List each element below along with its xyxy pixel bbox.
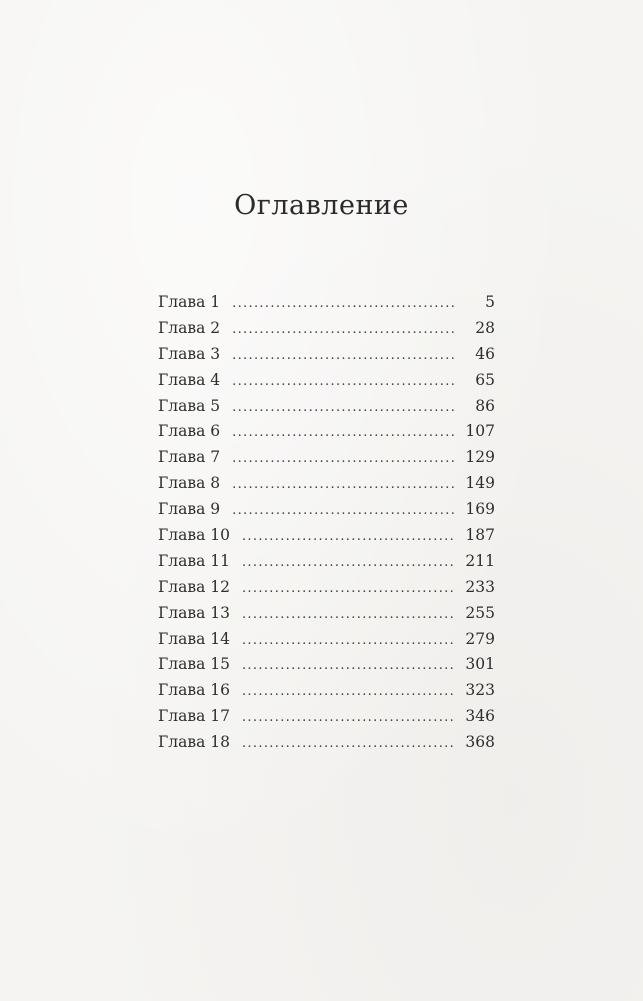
toc-entry: [158, 368, 495, 394]
toc-chapter-label: Глава 5: [158, 396, 221, 415]
toc-chapter-label: Глава 2: [158, 318, 221, 337]
toc-chapter-label: Глава 12: [158, 577, 230, 596]
toc-leader-dots: [232, 317, 457, 343]
toc-chapter-label: Глава 3: [158, 344, 221, 363]
toc-entry: [158, 445, 495, 471]
toc-entry: [158, 627, 495, 653]
toc-page-number: 211: [465, 551, 495, 570]
toc-entry: [158, 575, 495, 601]
toc-entry: [158, 419, 495, 445]
toc-chapter-label: Глава 14: [158, 629, 230, 648]
toc-entry: [158, 342, 495, 368]
toc-chapter-label: Глава 6: [158, 422, 221, 441]
toc-leader-dots: [232, 498, 455, 524]
toc-entry: [158, 290, 495, 316]
toc-chapter-label: Глава 1: [158, 293, 221, 311]
toc-entry: [158, 394, 495, 420]
table-of-contents: [158, 290, 495, 756]
toc-chapter-label: Глава 18: [158, 733, 230, 752]
toc-page-number: 255: [465, 603, 495, 622]
toc-entry: [158, 471, 495, 497]
toc-entry: [158, 316, 495, 342]
toc-leader-dots: [242, 628, 455, 654]
toc-chapter-label: Глава 15: [158, 655, 230, 674]
toc-page-number: 279: [465, 629, 495, 648]
toc-page-number: 86: [475, 396, 495, 415]
toc-entry: [158, 549, 495, 575]
toc-leader-dots: [232, 291, 457, 317]
toc-leader-dots: [232, 472, 455, 498]
toc-page-number: 323: [465, 681, 495, 700]
toc-leader-dots: [242, 653, 455, 679]
toc-page-number: 233: [465, 577, 495, 596]
toc-entry: [158, 652, 495, 678]
toc-page-number: 5: [485, 293, 495, 311]
toc-page-number: 65: [475, 370, 495, 389]
toc-leader-dots: [242, 602, 455, 628]
toc-page-number: 129: [465, 448, 495, 467]
toc-page-number: 149: [465, 474, 495, 493]
toc-leader-dots: [242, 679, 455, 705]
toc-entry: [158, 704, 495, 730]
toc-chapter-label: Глава 10: [158, 526, 230, 545]
toc-leader-dots: [242, 705, 455, 731]
toc-chapter-label: Глава 8: [158, 474, 221, 493]
toc-chapter-label: Глава 9: [158, 500, 221, 519]
toc-chapter-label: Глава 13: [158, 603, 230, 622]
toc-leader-dots: [242, 576, 455, 602]
toc-page-number: 301: [465, 655, 495, 674]
toc-leader-dots: [232, 369, 457, 395]
toc-leader-dots: [242, 731, 455, 757]
toc-chapter-label: Глава 17: [158, 707, 230, 726]
page-title: Оглавление: [234, 190, 409, 221]
toc-leader-dots: [242, 524, 455, 550]
toc-chapter-label: Глава 11: [158, 551, 230, 570]
toc-entry: [158, 523, 495, 549]
toc-leader-dots: [232, 395, 457, 421]
toc-page-number: 346: [465, 707, 495, 726]
toc-entry: [158, 601, 495, 627]
toc-leader-dots: [232, 420, 455, 446]
toc-page-number: 28: [475, 318, 495, 337]
toc-leader-dots: [242, 550, 455, 576]
toc-page-number: 368: [465, 733, 495, 752]
toc-page-number: 107: [465, 422, 495, 441]
toc-chapter-label: Глава 4: [158, 370, 221, 389]
toc-page-number: 169: [465, 500, 495, 519]
toc-entry: [158, 730, 495, 756]
toc-page-number: 46: [475, 344, 495, 363]
toc-leader-dots: [232, 343, 457, 369]
toc-chapter-label: Глава 7: [158, 448, 221, 467]
toc-leader-dots: [232, 446, 455, 472]
toc-chapter-label: Глава 16: [158, 681, 230, 700]
toc-page-number: 187: [465, 526, 495, 545]
toc-entry: [158, 497, 495, 523]
toc-entry: [158, 678, 495, 704]
